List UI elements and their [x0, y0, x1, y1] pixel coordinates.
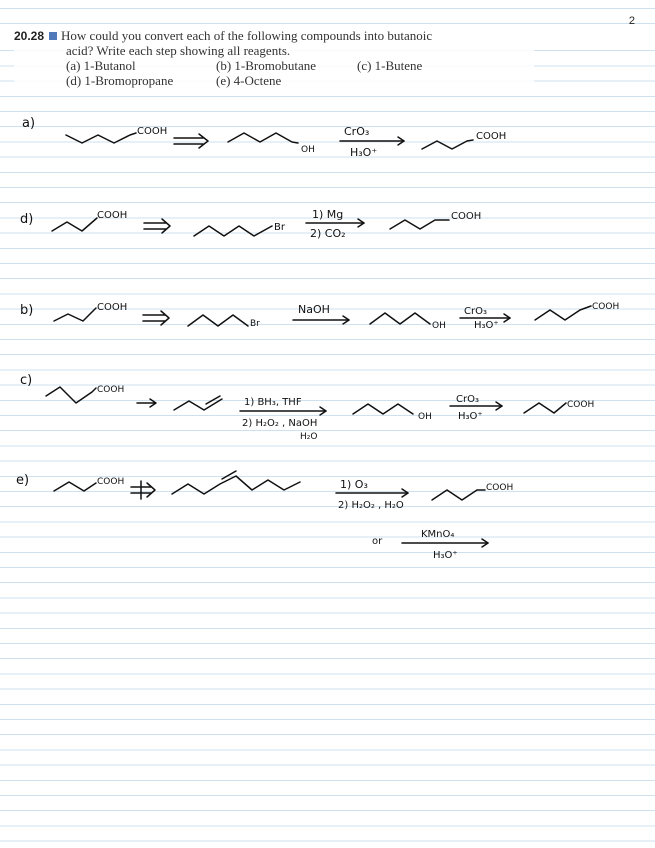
butanoic-acid-chain: [66, 133, 136, 143]
reagent-1-top: 1) BH₃, THF: [244, 397, 302, 408]
octene-chain: [172, 476, 300, 494]
bromopropane-chain: [194, 226, 272, 236]
product-group: COOH: [137, 126, 168, 137]
reagent-1-bottom-2: H₂O: [300, 432, 318, 442]
reagent-bottom: 2) CO₂: [310, 227, 346, 240]
product-group: COOH: [592, 302, 620, 312]
product-group: COOH: [567, 400, 595, 410]
question-text-1: How could you convert each of the following compounds into butanoic: [61, 28, 433, 43]
reagent-bottom: 2) H₂O₂ , H₂O: [338, 500, 404, 511]
option-e: (e) 4-Octene: [216, 73, 282, 88]
answer-b: [20, 302, 619, 331]
reagent-2-top: CrO₃: [464, 306, 487, 317]
product-group: COOH: [97, 302, 128, 313]
answer-d: [20, 208, 481, 240]
answer-b-label: b): [20, 303, 34, 318]
butanoic-acid-chain: [390, 220, 449, 229]
or-text: or: [372, 536, 383, 547]
option-a: (a) 1-Butanol: [66, 58, 136, 73]
product-group: COOH: [97, 477, 125, 487]
hydroxyl-group: OH: [418, 412, 432, 422]
retro-arrow-icon: [174, 134, 208, 148]
reagent-bottom: H₃O⁺: [350, 146, 378, 159]
option-c: (c) 1-Butene: [357, 58, 423, 73]
answer-c: [20, 373, 594, 442]
bromo-group: Br: [274, 222, 285, 233]
option-d: (d) 1-Bromopropane: [66, 73, 174, 88]
butanol-chain: [228, 133, 298, 143]
butanoic-acid-chain: [432, 490, 485, 500]
bromo-group: Br: [250, 319, 260, 329]
reagent-top: 1) Mg: [312, 208, 344, 221]
hydroxyl-group: OH: [301, 145, 315, 155]
alt-reagent-top: KMnO₄: [421, 529, 455, 540]
answer-d-label: d): [20, 212, 34, 227]
double-bond-line: [206, 396, 220, 404]
reagent-1-bottom: 2) H₂O₂ , NaOH: [242, 418, 318, 429]
answer-e: [16, 471, 513, 561]
butanoic-acid-chain: [52, 218, 97, 231]
reagent-2-bottom: H₃O⁺: [458, 411, 483, 422]
product-group: COOH: [97, 385, 125, 395]
product-group: COOH: [486, 483, 514, 493]
butene-chain: [174, 399, 222, 410]
retro-arrow-icon: [131, 481, 155, 499]
product-group: COOH: [451, 211, 482, 222]
butanoic-acid-chain: [535, 306, 591, 320]
reagent-2-bottom: H₃O⁺: [474, 320, 499, 331]
reagent-top: 1) O₃: [340, 478, 368, 491]
product-group: COOH: [97, 210, 128, 221]
butanoic-acid-chain: [54, 482, 96, 491]
option-b: (b) 1-Bromobutane: [216, 58, 317, 73]
answer-a-label: a): [22, 116, 36, 131]
reagent-1: NaOH: [298, 303, 330, 316]
retro-arrow-icon: [143, 311, 169, 325]
retro-arrow-icon: [144, 219, 170, 233]
question-number: 20.28: [14, 29, 45, 43]
question-line-2: acid? Write each step showing all reagents.: [66, 43, 291, 58]
hydroxyl-group: OH: [432, 321, 446, 331]
bromobutane-chain: [188, 315, 248, 326]
reagent-top: CrO₃: [344, 125, 370, 138]
butanol-chain: [370, 313, 430, 324]
butanoic-acid-chain: [422, 140, 473, 149]
alt-reagent-bottom: H₃O⁺: [433, 550, 458, 561]
butanoic-acid-chain: [46, 387, 96, 403]
reagent-2-top: CrO₃: [456, 394, 479, 405]
answer-c-label: c): [20, 373, 33, 388]
reaction-arrow-icon: [137, 399, 156, 407]
product-group: COOH: [476, 131, 507, 142]
butanoic-acid-chain: [54, 308, 96, 321]
butanol-chain: [353, 404, 413, 414]
answer-e-label: e): [16, 473, 30, 488]
answer-a: [22, 116, 506, 159]
butanoic-acid-chain: [524, 403, 566, 413]
page-number: 2: [628, 15, 635, 27]
